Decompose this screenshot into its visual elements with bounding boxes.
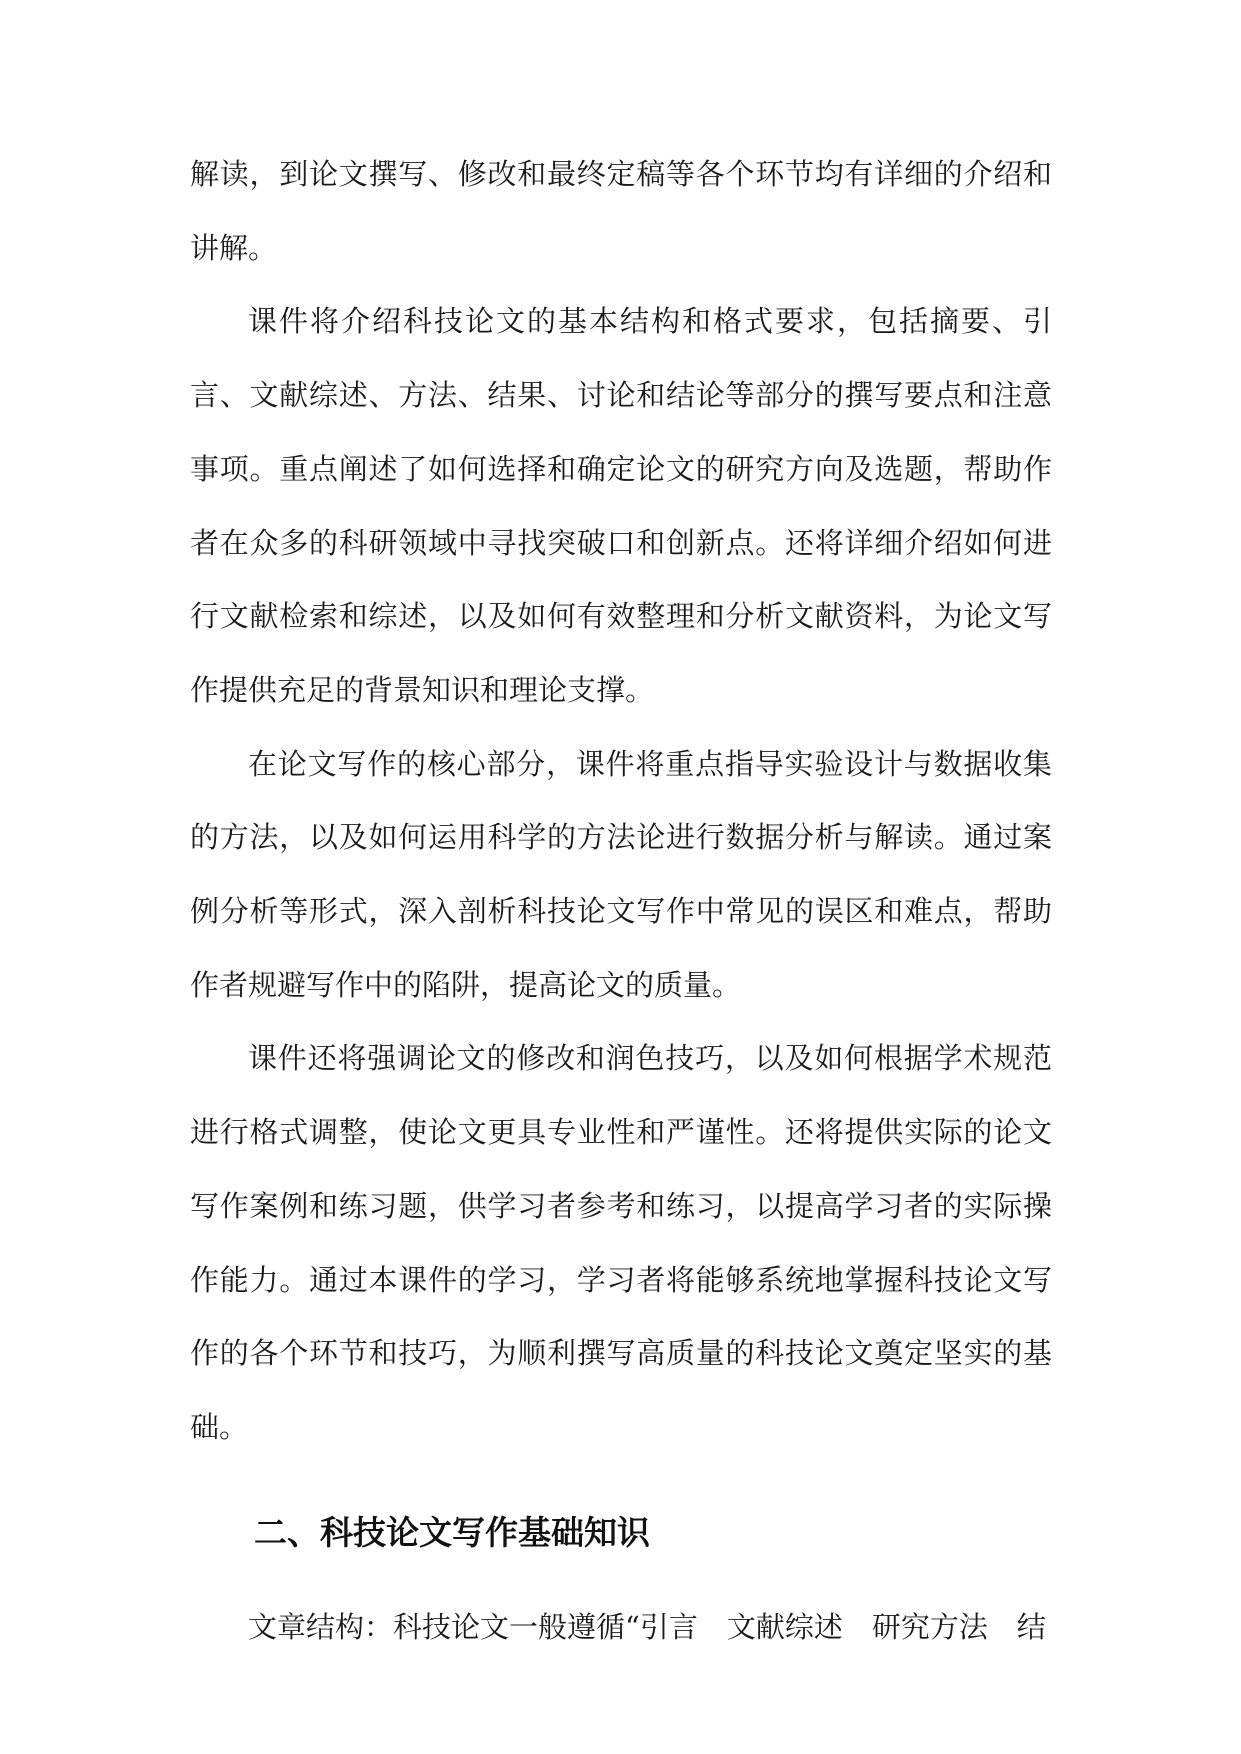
paragraph-revision-and-polish: 课件还将强调论文的修改和润色技巧，以及如何根据学术规范进行格式调整，使论文更具专业性和严谨性。还将提供实际的论文写作案例和练习题，供学习者参考和练习，以提高学习者的实际操作能力。通过本课件的学习，学习者将能够系统地掌握科技论文写作的各个环节和技巧，为顺利撰写高质量的科技论文奠定坚实的基础。	[190, 1041, 1052, 1444]
paragraph-article-structure: 文章结构：科技论文一般遵循“引言 文献综述 研究方法 结	[248, 1609, 1046, 1644]
section-heading: 二、科技论文写作基础知识	[254, 1512, 650, 1552]
paragraph-structure-and-format: 课件将介绍科技论文的基本结构和格式要求，包括摘要、引言、文献综述、方法、结果、讨论和结论等部分的撰写要点和注意事项。重点阐述了如何选择和确定论文的研究方向及选题，帮助作者在众多的科研领域中寻找突破口和创新点。还将详细介绍如何进行文献检索和综述，以及如何有效整理和分析文献资料，为论文写作提供充足的背景知识和理论支撑。	[190, 304, 1052, 707]
paragraph-core-writing: 在论文写作的核心部分，课件将重点指导实验设计与数据收集的方法，以及如何运用科学的方法论进行数据分析与解读。通过案例分析等形式，深入剖析科技论文写作中常见的误区和难点，帮助作者规避写作中的陷阱，提高论文的质量。	[190, 746, 1052, 1002]
body-text-column	[190, 138, 1052, 1664]
paragraph-continued-intro: 解读，到论文撰写、修改和最终定稿等各个环节均有详细的介绍和讲解。	[190, 157, 1052, 265]
